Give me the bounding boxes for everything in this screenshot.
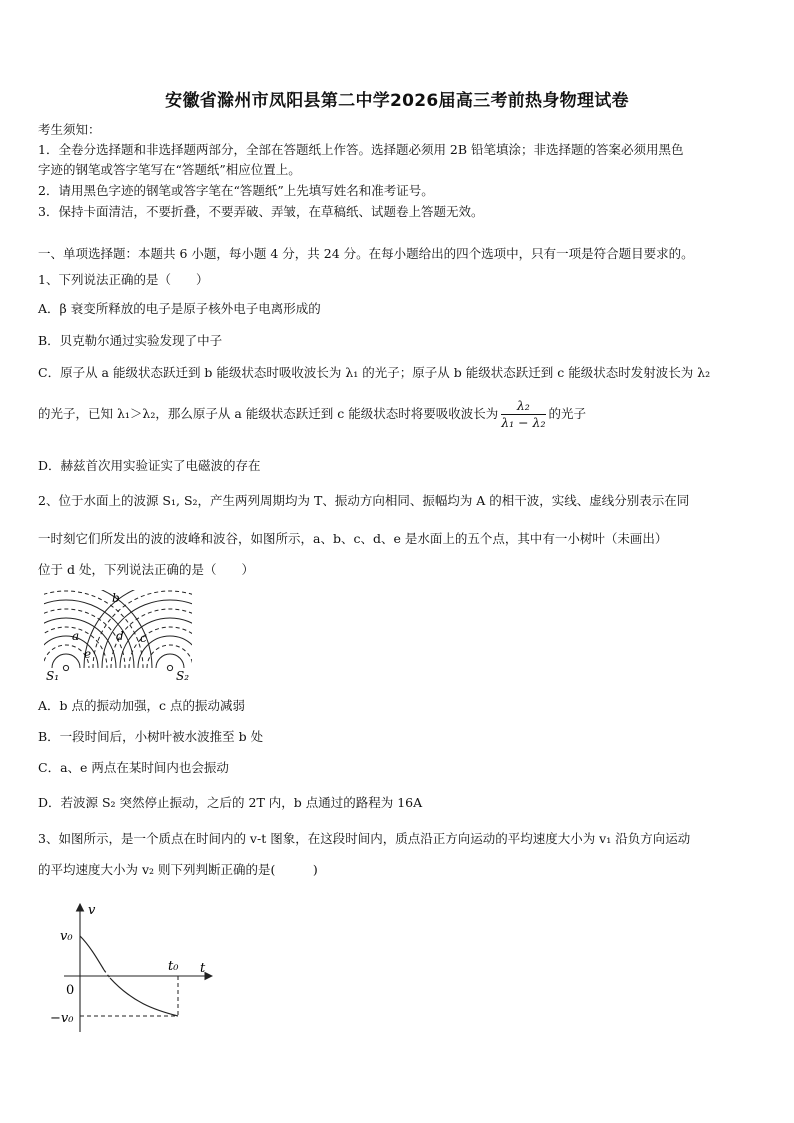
label-origin: 0 — [66, 983, 75, 998]
label-neg-v0: −v₀ — [50, 1011, 74, 1026]
label-s1: S₁ — [46, 669, 60, 683]
q2-line1: 2、位于水面上的波源 S₁, S₂，产生两列周期均为 T、振动方向相同、振幅均为 A 的相干波，实线、虚线分别表示在同 — [38, 493, 690, 508]
q1-option-c-tail: 的光子 — [548, 406, 587, 421]
label-a: a — [72, 629, 80, 643]
fraction-numerator: λ₂ — [501, 398, 545, 415]
notice-item-2: 2．请用黑色字迹的钢笔或答字笔在“答题纸”上先填写姓名和准考证号。 — [38, 183, 434, 198]
fraction-denominator: λ₁ − λ₂ — [501, 415, 546, 430]
q1-option-a: A．β 衰变所释放的电子是原子核外电子电离形成的 — [38, 301, 321, 316]
page-title: 安徽省滁州市凤阳县第二中学2026届高三考前热身物理试卷 — [165, 91, 629, 111]
vt-graph-figure — [44, 898, 224, 1038]
label-t0: t₀ — [168, 959, 179, 974]
label-e: e — [84, 647, 92, 661]
label-d: d — [116, 629, 124, 643]
notice-item-3: 3．保持卡面清洁，不要折叠，不要弄破、弄皱，在草稿纸、试题卷上答题无效。 — [38, 204, 484, 219]
q2-option-b: B．一段时间后，小树叶被水波推至 b 处 — [38, 729, 264, 744]
q1-option-b: B．贝克勒尔通过实验发现了中子 — [38, 333, 223, 348]
notice-item-1a: 1．全卷分选择题和非选择题两部分，全部在答题纸上作答。选择题必须用 2B 铅笔填涂；非选择题的答案必须用黑色 — [38, 142, 684, 157]
axis-label-t: t — [200, 961, 206, 976]
notice-item-1b: 字迹的钢笔或答字笔写在“答题纸”相应位置上。 — [38, 162, 301, 177]
q2-line2: 一时刻它们所发出的波的波峰和波谷，如图所示，a、b、c、d、e 是水面上的五个点，其中有一小树叶（未画出） — [38, 531, 668, 546]
axis-label-v: v — [88, 903, 96, 918]
q3-line2: 的平均速度大小为 v₂ 则下列判断正确的是( ) — [38, 862, 318, 877]
q2-option-c: C．a、e 两点在某时间内也会振动 — [38, 760, 229, 775]
label-c: c — [140, 631, 147, 645]
q3-line1: 3、如图所示，是一个质点在时间内的 v-t 图象，在这段时间内，质点沿正方向运动的平均速度大小为 v₁ 沿负方向运动 — [38, 831, 691, 846]
wave-interference-figure — [38, 590, 198, 685]
label-v0: v₀ — [60, 929, 73, 944]
q1-option-d: D．赫兹首次用实验证实了电磁波的存在 — [38, 458, 261, 473]
lambda-fraction — [501, 398, 545, 431]
label-b: b — [112, 591, 120, 605]
q1-option-c-line2 — [38, 398, 586, 431]
q2-line3: 位于 d 处，下列说法正确的是（ ） — [38, 562, 254, 577]
label-s2: S₂ — [176, 669, 190, 683]
section-heading: 一、单项选择题：本题共 6 小题，每小题 4 分，共 24 分。在每小题给出的四个选项中，只有一项是符合题目要求的。 — [38, 246, 694, 261]
q2-option-a: A．b 点的振动加强，c 点的振动减弱 — [38, 698, 245, 713]
q1-stem: 1、下列说法正确的是（ ） — [38, 272, 209, 287]
q2-option-d: D．若波源 S₂ 突然停止振动，之后的 2T 内，b 点通过的路程为 16A — [38, 795, 423, 810]
q1-option-c-line1: C．原子从 a 能级状态跃迁到 b 能级状态时吸收波长为 λ₁ 的光子；原子从 b 能级状态跃迁到 c 能级状态时发射波长为 λ₂ — [38, 365, 711, 380]
notice-heading: 考生须知： — [38, 122, 101, 137]
q1-option-c-text: 的光子，已知 λ₁＞λ₂，那么原子从 a 能级状态跃迁到 c 能级状态时将要吸收波长为 — [38, 406, 499, 421]
